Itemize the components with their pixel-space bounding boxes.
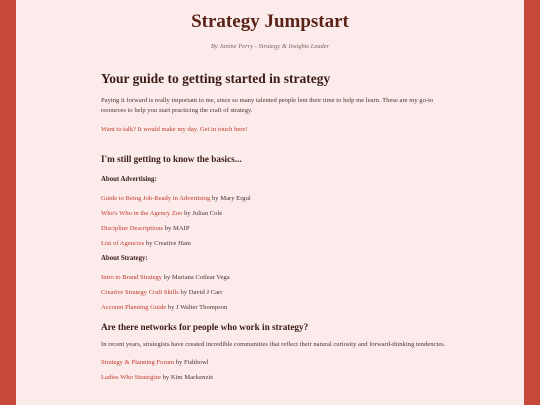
resource-link[interactable]: Creative Strategy Craft Skills	[101, 289, 179, 297]
list-item	[101, 273, 446, 282]
resource-link[interactable]: Intro to Brand Strategy	[101, 274, 162, 282]
resource-author: by J Walter Thompson	[167, 304, 228, 312]
list-item	[101, 224, 446, 233]
resource-author: by MAIP	[164, 225, 190, 233]
main-heading: Your guide to getting started in strategy	[101, 71, 331, 86]
group-heading-strategy: About Strategy:	[101, 255, 148, 263]
section-heading-networks: Are there networks for people who work in strategy?	[101, 322, 309, 333]
resource-author: by David J Carr	[180, 289, 223, 297]
resource-author: by Creative Ham	[145, 240, 191, 248]
strategy-list	[101, 273, 446, 312]
list-item	[101, 194, 446, 203]
resource-link[interactable]: Account Planning Guide	[101, 304, 167, 312]
resource-link[interactable]: Ladies Who Strategize	[101, 374, 161, 382]
site-header	[16, 0, 524, 50]
intro-paragraph: Paying it forward is really important to me, since so many talented people lent their time to help me learn. These are my go-to resources to help you start practicing the craft of strategy.	[101, 97, 434, 114]
page	[16, 0, 524, 405]
group-heading-advertising: About Advertising:	[101, 176, 157, 184]
main-content	[101, 70, 446, 388]
resource-author: by Julian Cole	[184, 210, 223, 218]
contact-link[interactable]	[101, 125, 446, 135]
contact-link-text[interactable]: Want to talk? It would make my day. Get in touch here!	[101, 125, 248, 133]
resource-author: by Fishbowl	[175, 359, 209, 367]
list-item	[101, 239, 446, 248]
networks-intro: In recent years, strategists have created incredible communities that reflect their natural curiosity and forward-thinking tendencies.	[101, 341, 446, 349]
section-heading-basics: I'm still getting to know the basics...	[101, 154, 242, 165]
resource-link[interactable]: Guide to Being Job-Ready in Advertising	[101, 195, 211, 203]
byline: By Janine Perry - Strategy & Insights Leader	[210, 43, 330, 50]
resource-author: by Kim Mackenzie	[162, 374, 214, 382]
networks-list	[101, 358, 446, 382]
list-item	[101, 303, 446, 312]
resource-author: by Mary Ergul	[212, 195, 251, 203]
advertising-list	[101, 194, 446, 248]
resource-link[interactable]: Discipline Descriptions	[101, 225, 164, 233]
resource-author: by Mariana Cotlear Vega	[163, 274, 230, 282]
list-item	[101, 358, 446, 367]
site-title: Strategy Jumpstart	[191, 11, 349, 32]
resource-link[interactable]: List of Agencies	[101, 240, 145, 248]
list-item	[101, 373, 446, 382]
resource-link[interactable]: Who's Who in the Agency Zoo	[101, 210, 183, 218]
list-item	[101, 288, 446, 297]
resource-link[interactable]: Strategy & Planning Forum	[101, 359, 175, 367]
list-item	[101, 209, 446, 218]
